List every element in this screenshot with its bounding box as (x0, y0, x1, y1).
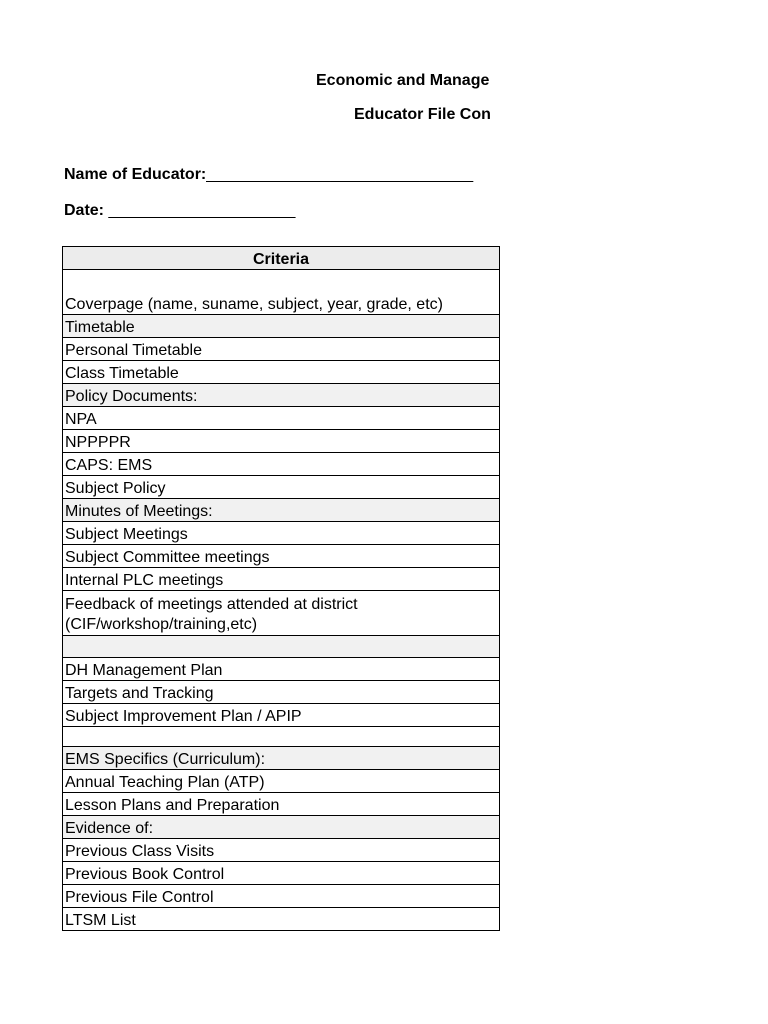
table-row (63, 568, 500, 591)
criteria-cell: Timetable (63, 315, 500, 338)
criteria-cell: Internal PLC meetings (63, 568, 500, 591)
criteria-cell: Minutes of Meetings: (63, 499, 500, 522)
table-row (63, 361, 500, 384)
criteria-cell: Previous Book Control (63, 862, 500, 885)
table-row (63, 885, 500, 908)
criteria-cell: Personal Timetable (63, 338, 500, 361)
criteria-cell: NPA (63, 407, 500, 430)
criteria-cell: Annual Teaching Plan (ATP) (63, 770, 500, 793)
table-header-row (63, 247, 500, 270)
criteria-header: Criteria (63, 247, 500, 270)
table-row (63, 816, 500, 839)
table-row (63, 793, 500, 816)
table-row (63, 270, 500, 315)
criteria-cell: Targets and Tracking (63, 681, 500, 704)
document-subtitle: Educator File Con (354, 106, 491, 123)
table-row (63, 338, 500, 361)
table-row (63, 908, 500, 931)
criteria-cell (63, 636, 500, 658)
criteria-cell: Previous Class Visits (63, 839, 500, 862)
criteria-cell: Subject Policy (63, 476, 500, 499)
criteria-cell: Feedback of meetings attended at district (CIF/workshop/training,etc) (63, 591, 500, 636)
criteria-table (62, 246, 500, 931)
criteria-cell: Subject Committee meetings (63, 545, 500, 568)
date-field (64, 202, 295, 220)
criteria-cell: Policy Documents: (63, 384, 500, 407)
criteria-cell: EMS Specifics (Curriculum): (63, 747, 500, 770)
criteria-cell: Subject Meetings (63, 522, 500, 545)
criteria-cell: Coverpage (name, suname, subject, year, grade, etc) (63, 270, 500, 315)
educator-name-line: ______________________________ (206, 166, 474, 183)
table-row (63, 727, 500, 747)
criteria-body (63, 270, 500, 931)
table-row (63, 384, 500, 407)
table-row (63, 430, 500, 453)
criteria-cell: CAPS: EMS (63, 453, 500, 476)
criteria-cell: Class Timetable (63, 361, 500, 384)
criteria-cell: DH Management Plan (63, 658, 500, 681)
criteria-cell: Evidence of: (63, 816, 500, 839)
table-row (63, 591, 500, 636)
date-line: _____________________ (108, 202, 296, 219)
table-row (63, 407, 500, 430)
table-row (63, 315, 500, 338)
table-row (63, 839, 500, 862)
criteria-cell: Lesson Plans and Preparation (63, 793, 500, 816)
table-row (63, 545, 500, 568)
date-label: Date: (64, 202, 105, 219)
table-row (63, 862, 500, 885)
table-row (63, 658, 500, 681)
criteria-cell: NPPPPR (63, 430, 500, 453)
document-title: Economic and Manage (316, 72, 490, 89)
educator-name-field (64, 166, 473, 184)
educator-name-label: Name of Educator: (64, 166, 207, 183)
table-row (63, 681, 500, 704)
criteria-cell: Subject Improvement Plan / APIP (63, 704, 500, 727)
table-row (63, 476, 500, 499)
table-row (63, 747, 500, 770)
table-row (63, 636, 500, 658)
table-row (63, 704, 500, 727)
criteria-cell: LTSM List (63, 908, 500, 931)
table-row (63, 770, 500, 793)
table-row (63, 453, 500, 476)
criteria-cell: Previous File Control (63, 885, 500, 908)
criteria-cell (63, 727, 500, 747)
table-row (63, 522, 500, 545)
table-row (63, 499, 500, 522)
